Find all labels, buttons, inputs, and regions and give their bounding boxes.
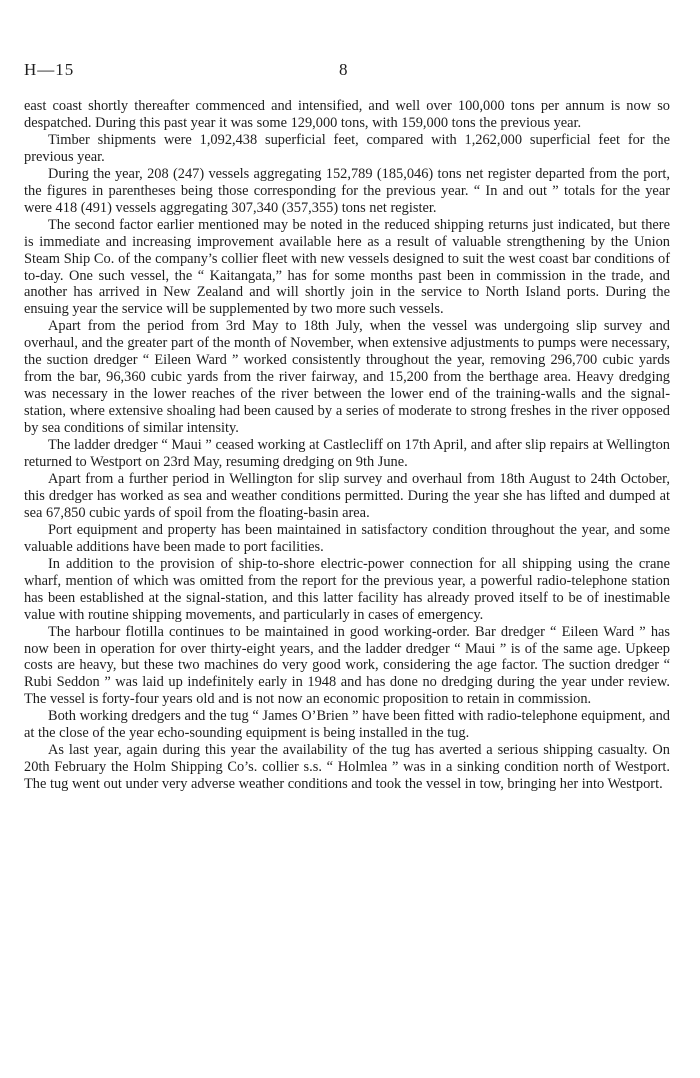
paragraph: east coast shortly thereafter commenced and intensified, and well over 100,000 tons per annum is now so despatched. During this past year it was some 129,000 tons, with 159,000 tons the previous year. — [24, 98, 670, 131]
paragraph: During the year, 208 (247) vessels aggregating 152,789 (185,046) tons net register departed from the port, the figures in parentheses being those corresponding for the previous year. “ In and out ” totals for the year were 418 (491) vessels aggregating 307,340 (357,355) tons net register. — [24, 165, 670, 216]
paragraph: In addition to the provision of ship-to-shore electric-power connection for all shipping using the crane wharf, mention of which was omitted from the report for the previous year, a powerful radio-telephone station has been established at the signal-station, and this latter facility has already proved itself to be of inestimable value with routine shipping movements, and particularly in cases of emergency. — [24, 555, 670, 623]
paragraph: The ladder dredger “ Maui ” ceased working at Castlecliff on 17th April, and after slip repairs at Wellington returned to Westport on 23rd May, resuming dredging on 9th June. — [24, 437, 670, 471]
document-reference: H—15 — [24, 60, 75, 79]
paragraph: Apart from the period from 3rd May to 18th July, when the vessel was undergoing slip survey and overhaul, and the greater part of the month of November, when extensive adjustments to pumps were necessary, the suction dredger “ Eileen Ward ” worked consistently throughout the year, removing 296,700 cubic yards from the bar, 96,360 cubic yards from the river fairway, and 15,200 from the berthage area. Heavy dredging was necessary in the lower reaches of the river between the lower end of the training-walls and the signal-station, where extensive shoaling had been caused by a series of moderate to strong freshes in the river opposed by sea conditions of similar intensity. — [24, 318, 670, 437]
paragraph: The second factor earlier mentioned may be noted in the reduced shipping returns just indicated, but there is immediate and increasing improvement available here as a result of valuable strengthening by the Union Steam Ship Co. of the company’s collier fleet with new vessels designed to suit the west coast bar conditions of to-day. One such vessel, the “ Kaitangata,” has for some months past been in commission in the trade, and another has arrived in New Zealand and will shortly join in the service to North Island ports. During the ensuing year the service will be supplemented by two more such vessels. — [24, 216, 670, 318]
paragraph: Timber shipments were 1,092,438 superficial feet, compared with 1,262,000 superficial feet for the previous year. — [24, 131, 670, 165]
paragraph: The harbour flotilla continues to be maintained in good working-order. Bar dredger “ Eileen Ward ” has now been in operation for over thirty-eight years, and the ladder dredger “ Maui ” is of the same age. Upkeep costs are heavy, but these two machines do very good work, considering the age factor. The suction dredger “ Rubi Seddon ” was laid up indefinitely early in 1948 and has done no dredging during the year under review. The vessel is forty-four years old and is not now an economic proposition to retain in commission. — [24, 623, 670, 708]
page-body — [24, 98, 670, 793]
page-number: 8 — [339, 60, 348, 79]
page-header — [24, 60, 670, 80]
paragraph: As last year, again during this year the availability of the tug has averted a serious shipping casualty. On 20th February the Holm Shipping Co’s. collier s.s. “ Holmlea ” was in a sinking condition north of Westport. The tug went out under very adverse weather conditions and took the vessel in tow, bringing her into Westport. — [24, 742, 670, 793]
paragraph: Apart from a further period in Wellington for slip survey and overhaul from 18th August to 24th October, this dredger has worked as sea and weather conditions permitted. During the year she has lifted and dumped at sea 67,850 cubic yards of spoil from the floating-basin area. — [24, 470, 670, 521]
paragraph: Both working dredgers and the tug “ James O’Brien ” have been fitted with radio-telephone equipment, and at the close of the year echo-sounding equipment is being installed in the tug. — [24, 708, 670, 742]
paragraph: Port equipment and property has been maintained in satisfactory condition throughout the year, and some valuable additions have been made to port facilities. — [24, 521, 670, 555]
